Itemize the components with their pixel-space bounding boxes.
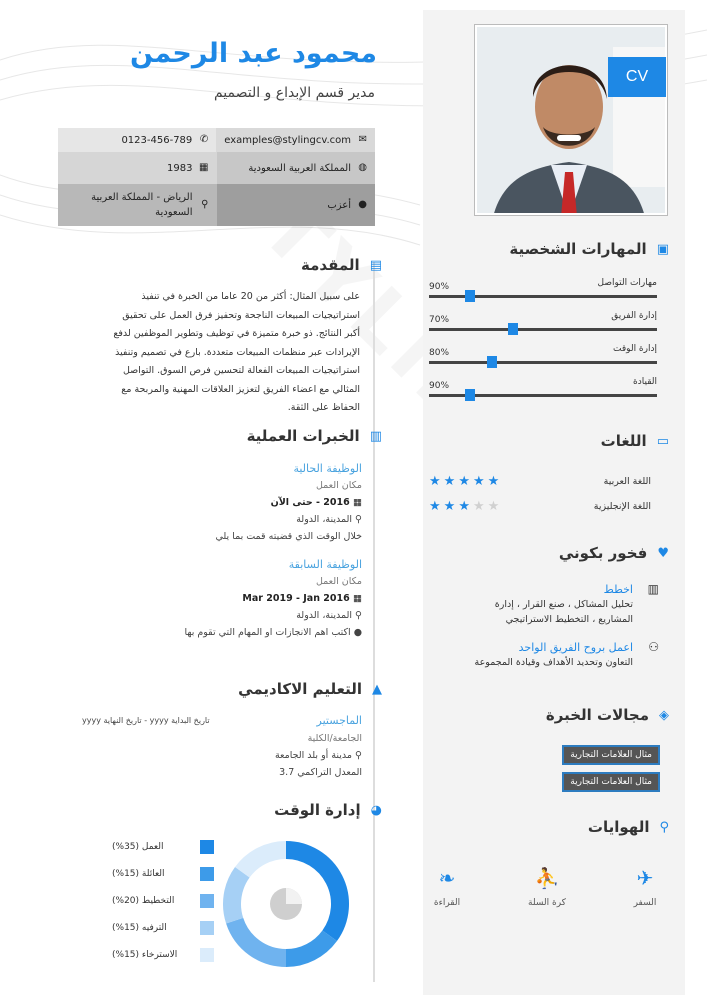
job-dates: Mar 2019 - Jan 2016	[242, 593, 350, 604]
languages-heading	[601, 432, 669, 450]
job-title-current: الوظيفة الحالية	[293, 462, 362, 475]
legend-swatch	[200, 894, 214, 908]
hobby-label: القراءة	[433, 898, 461, 908]
donut-slice	[286, 936, 330, 958]
language-stars	[429, 474, 502, 489]
timeline-line	[373, 262, 375, 982]
legend-item	[112, 921, 214, 935]
pin-icon: ⚲	[352, 610, 362, 621]
legend-swatch	[200, 921, 214, 935]
job-city: المدينة، الدولة	[296, 514, 353, 525]
birth-year-text: 1983	[167, 162, 193, 174]
email-cell[interactable]	[216, 128, 375, 152]
skill-track	[429, 295, 657, 298]
job-place: مكان العمل	[315, 480, 362, 491]
location-cell	[58, 184, 217, 226]
birth-year-cell	[58, 152, 217, 184]
language-row	[429, 474, 651, 489]
star-icon: ★	[458, 474, 473, 489]
job-title-previous: الوظيفة السابقة	[288, 558, 362, 571]
language-stars	[429, 499, 502, 514]
job-dates: 2016 - حتى الآن	[270, 497, 350, 508]
job-title: مدير قسم الإبداع و التصميم	[213, 85, 375, 101]
star-icon: ★	[487, 474, 503, 489]
skill-label: إدارة الفريق	[611, 311, 657, 321]
basketball-icon: ⛹	[534, 866, 560, 890]
skill-track	[429, 328, 657, 331]
pride-item-desc: تحليل المشاكل ، صنع القرار ، إدارة المشاريع ، التخطيط الاستراتيجي	[494, 599, 633, 625]
hobbies-heading	[588, 818, 669, 836]
candidate-name: محمود عبد الرحمن	[130, 38, 377, 69]
pin-icon: ⚲	[352, 514, 362, 525]
job-entry	[122, 556, 362, 641]
skill-label: إدارة الوقت	[613, 344, 657, 354]
hobby-item	[615, 866, 675, 908]
education-city: مدينة أو بلد الجامعة	[274, 750, 353, 761]
job-place: مكان العمل	[315, 576, 362, 587]
skill-track	[429, 361, 657, 364]
education-entry	[82, 712, 362, 781]
pride-item-title: اخطط	[603, 583, 633, 596]
expertise-heading	[546, 706, 669, 724]
language-row	[429, 499, 651, 514]
profile-photo	[475, 25, 667, 215]
skill-percent: 90%	[429, 282, 450, 292]
skill-knob	[487, 356, 497, 368]
heart-icon: ♥	[657, 545, 669, 561]
experience-title: الخبرات العملية	[246, 427, 360, 445]
intro-paragraph: على سبيل المثال: أكثر من 20 عاما من الخبرة في تنفيذ استراتيجيات المبيعات الناجحة وتحفيز فرق العمل على تحقيق أكبر النتائج. ذو خبرة متميزة في توظيف وتطوير الموظفين لدفع الإيرادات عبر منظمات المبيعات متعددة. بارع في تصميم وتنفيذ استراتيجيات المبيعات الفعالة لتحسين فرص السوق. التواصل المثالي مع اعضاء الفريق لتعزيز العلاقات المهنية والمربحة مع الحفاظ على الثقة.	[113, 291, 360, 413]
experience-heading	[247, 427, 382, 445]
legend-item	[112, 840, 214, 854]
bullet-icon: ●	[350, 627, 362, 638]
bicycle-icon: ⚲	[659, 819, 669, 835]
email-text: examples@stylingcv.com	[224, 134, 351, 146]
calendar-icon: ▦	[349, 497, 362, 508]
skills-icon: ▣	[656, 241, 669, 257]
marital-cell	[217, 184, 376, 226]
job-city: المدينة، الدولة	[296, 610, 353, 621]
pride-item	[429, 582, 659, 627]
contact-table	[58, 128, 375, 226]
star-icon: ★	[429, 474, 444, 489]
expertise-tag: مثال العلامات التجارية	[562, 772, 660, 792]
hobbies-title: الهوايات	[587, 818, 650, 836]
time-heading	[274, 801, 382, 819]
skill-label: القيادة	[633, 377, 657, 387]
chat-icon: ▭	[656, 433, 669, 449]
reading-icon: ❧	[438, 866, 456, 890]
donut-slice	[232, 872, 242, 920]
star-icon: ★	[443, 474, 459, 489]
language-label: اللغة العربية	[603, 476, 651, 487]
skill-knob	[465, 290, 475, 302]
education-heading	[238, 680, 382, 698]
globe-icon: ◍	[358, 162, 367, 173]
calendar-icon: ▦	[199, 162, 209, 173]
donut-center-wedge	[286, 888, 302, 904]
skill-percent: 80%	[429, 348, 450, 358]
job-entry	[142, 460, 362, 545]
time-donut-chart	[220, 838, 352, 970]
skill-track	[429, 394, 657, 397]
pride-item-title: اعمل بروح الفريق الواحد	[518, 641, 633, 654]
building-icon: ▥	[369, 428, 382, 444]
pride-heading	[559, 544, 669, 562]
college: الجامعة/الكلية	[307, 733, 362, 744]
calendar-icon: ▦	[349, 593, 362, 604]
document-icon: ▤	[369, 257, 382, 273]
hobby-item	[517, 866, 577, 908]
job-desc: خلال الوقت الذي قضيته قمت بما يلي	[215, 531, 362, 542]
hobby-label: كرة السلة	[528, 898, 566, 908]
skills-heading	[509, 240, 669, 258]
skill-bar	[429, 344, 657, 374]
phone-cell[interactable]	[58, 128, 216, 152]
legend-label: الترفيه (15%)	[112, 923, 167, 933]
nationality-text: المملكة العربية السعودية	[248, 162, 351, 174]
pie-chart-icon: ◕	[370, 802, 382, 818]
intro-title: المقدمة	[301, 256, 360, 274]
legend-label: العمل (35%)	[112, 842, 164, 852]
books-icon: ▥	[647, 582, 659, 596]
hobby-item	[417, 866, 477, 908]
legend-label: التخطيط (20%)	[112, 896, 175, 906]
pin-icon: ⚲	[201, 199, 209, 210]
marital-text: أعزب	[327, 199, 351, 211]
graduation-cap-icon: ▲	[372, 681, 382, 697]
pin-icon: ⚲	[352, 750, 362, 761]
legend-label: العائلة (15%)	[112, 869, 165, 879]
cv-badge: CV	[608, 57, 666, 97]
star-icon: ★	[472, 499, 488, 514]
expertise-title: مجالات الخبرة	[545, 706, 649, 724]
star-icon: ★	[487, 499, 503, 514]
star-icon: ★	[458, 499, 473, 514]
skill-bar	[429, 311, 657, 341]
education-title: التعليم الاكاديمي	[238, 680, 362, 698]
envelope-icon: ✉	[358, 134, 367, 145]
intro-heading	[301, 256, 382, 274]
skill-bar	[429, 377, 657, 407]
hobby-label: السفر	[633, 898, 657, 908]
pride-item-desc: التعاون وتحديد الأهداف وقيادة المجموعة	[474, 657, 633, 668]
pride-item	[429, 640, 659, 670]
donut-slice	[235, 921, 286, 958]
plane-icon: ✈	[636, 866, 654, 890]
user-icon: ●	[358, 199, 367, 210]
tag-icon: ◈	[659, 707, 669, 723]
star-icon: ★	[429, 499, 444, 514]
skills-title: المهارات الشخصية	[509, 240, 647, 258]
skill-bar	[429, 278, 657, 308]
gpa: المعدل التراكمي 3.7	[279, 767, 362, 778]
degree: الماجستير	[316, 714, 362, 727]
skill-knob	[465, 389, 475, 401]
legend-item	[112, 948, 214, 962]
team-icon: ⚇	[648, 640, 659, 654]
job-desc: اكتب اهم الانجازات او المهام التي تقوم بها	[184, 627, 351, 638]
legend-item	[112, 867, 214, 881]
location-text: الرياض - المملكة العربية السعودية	[91, 192, 193, 218]
skill-percent: 90%	[429, 381, 450, 391]
skill-percent: 70%	[429, 315, 450, 325]
languages-title: اللغات	[600, 432, 647, 450]
legend-swatch	[200, 840, 214, 854]
legend-label: الاسترخاء (15%)	[112, 950, 178, 960]
star-icon: ★	[472, 474, 488, 489]
phone-text: 0123-456-789	[121, 134, 193, 146]
language-label: اللغة الإنجليزية	[593, 501, 651, 512]
phone-icon: ✆	[199, 134, 209, 145]
legend-item	[112, 894, 214, 908]
expertise-tag: مثال العلامات التجارية	[562, 745, 660, 765]
skill-label: مهارات التواصل	[597, 278, 657, 288]
legend-swatch	[200, 867, 214, 881]
nationality-cell	[217, 152, 376, 184]
donut-slice	[242, 850, 286, 872]
pride-title: فخور بكوني	[558, 544, 648, 562]
legend-swatch	[200, 948, 214, 962]
education-dates: تاريخ البداية yyyy - تاريخ النهاية yyyy	[82, 716, 210, 725]
skill-knob	[508, 323, 518, 335]
time-title: إدارة الوقت	[274, 801, 361, 819]
star-icon: ★	[443, 499, 459, 514]
